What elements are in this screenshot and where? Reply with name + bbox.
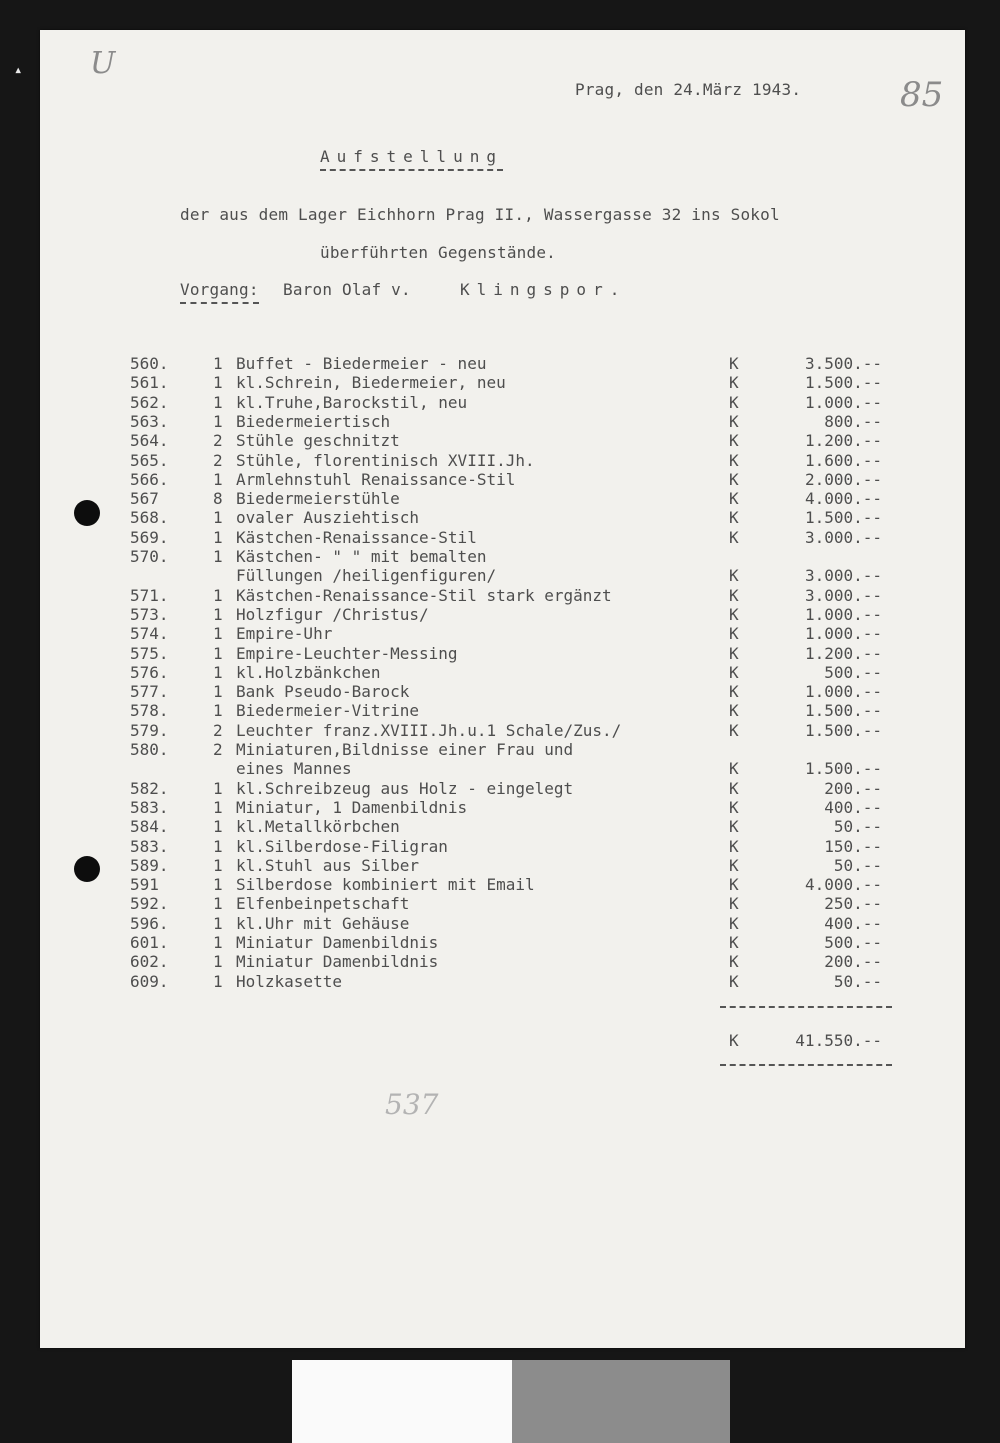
item-description: Biedermeiertisch	[236, 411, 391, 431]
corner-mark: U	[90, 46, 116, 81]
table-row	[40, 952, 965, 971]
table-row	[40, 837, 965, 856]
item-description: Stühle, florentinisch XVIII.Jh.	[236, 450, 535, 470]
item-number: 579.	[130, 720, 169, 740]
item-description: Füllungen /heiligenfiguren/	[236, 566, 497, 586]
table-row	[40, 740, 965, 759]
item-currency: K	[729, 624, 739, 644]
item-quantity: 1	[213, 933, 223, 952]
item-amount: 1.500.--	[804, 373, 882, 393]
item-quantity: 1	[213, 547, 223, 566]
item-number: 565.	[130, 450, 169, 470]
table-row	[40, 354, 965, 373]
item-currency: K	[729, 450, 739, 470]
table-row	[40, 856, 965, 875]
total-amount: 41.550.--	[795, 1031, 882, 1050]
table-row	[40, 605, 965, 624]
item-currency: K	[729, 662, 739, 682]
item-currency: K	[729, 508, 739, 528]
item-currency: K	[729, 431, 739, 451]
table-row	[40, 586, 965, 605]
item-number: 592.	[130, 894, 169, 914]
item-amount: 1.000.--	[804, 604, 882, 624]
item-currency: K	[729, 952, 739, 972]
item-currency: K	[729, 566, 739, 586]
item-quantity: 1	[213, 817, 223, 837]
item-description: Miniatur Damenbildnis	[236, 952, 439, 972]
item-description: Leuchter franz.XVIII.Jh.u.1 Schale/Zus./	[236, 720, 622, 740]
item-amount: 1.500.--	[804, 759, 882, 779]
item-number: 596.	[130, 913, 169, 933]
item-quantity: 1	[213, 373, 223, 393]
item-description: Holzfigur /Christus/	[236, 604, 429, 624]
item-quantity: 1	[213, 527, 223, 547]
item-amount: 1.200.--	[804, 643, 882, 663]
table-row	[40, 914, 965, 933]
item-description: Empire-Leuchter-Messing	[236, 643, 458, 663]
item-currency: K	[729, 759, 739, 779]
item-quantity: 2	[213, 450, 223, 470]
item-currency: K	[729, 354, 739, 373]
item-number: 573.	[130, 604, 169, 624]
item-currency: K	[729, 489, 739, 509]
total-row	[40, 1031, 965, 1050]
item-description: Elfenbeinpetschaft	[236, 894, 410, 914]
item-description: Kästchen- " " mit bemalten	[236, 547, 487, 566]
item-amount: 3.000.--	[804, 527, 882, 547]
item-amount: 1.000.--	[804, 624, 882, 644]
item-description: Bank Pseudo-Barock	[236, 682, 410, 702]
item-number: 591	[130, 875, 159, 895]
table-row	[40, 682, 965, 701]
item-amount: 150.--	[824, 836, 882, 856]
table-row	[40, 644, 965, 663]
table-row	[40, 412, 965, 431]
item-description: kl.Silberdose-Filigran	[236, 836, 448, 856]
item-quantity: 2	[213, 740, 223, 759]
punch-hole-top	[74, 500, 100, 526]
table-row	[40, 663, 965, 682]
item-quantity: 1	[213, 354, 223, 373]
item-amount: 4.000.--	[804, 875, 882, 895]
item-quantity: 1	[213, 797, 223, 817]
item-description: Buffet - Biedermeier - neu	[236, 354, 487, 373]
table-row	[40, 972, 965, 991]
item-number: 566.	[130, 469, 169, 489]
document-page	[40, 30, 965, 1348]
pencil-note: 537	[385, 1088, 439, 1121]
item-description: ovaler Ausziehtisch	[236, 508, 420, 528]
item-amount: 250.--	[824, 894, 882, 914]
item-number: 583.	[130, 797, 169, 817]
item-description: eines Mannes	[236, 759, 352, 779]
item-currency: K	[729, 894, 739, 914]
item-currency: K	[729, 836, 739, 856]
item-currency: K	[729, 720, 739, 740]
item-number: 574.	[130, 624, 169, 644]
item-number: 569.	[130, 527, 169, 547]
table-row	[40, 470, 965, 489]
table-row	[40, 393, 965, 412]
item-number: 571.	[130, 585, 169, 605]
item-amount: 3.000.--	[804, 566, 882, 586]
item-number: 576.	[130, 662, 169, 682]
item-amount: 200.--	[824, 778, 882, 798]
item-currency: K	[729, 933, 739, 952]
item-number: 609.	[130, 971, 169, 991]
date-line: Prag, den 24.März 1943.	[575, 80, 802, 99]
vorgang-label: Vorgang:	[180, 280, 259, 304]
table-row	[40, 701, 965, 720]
vorgang-value: Baron Olaf v.	[283, 280, 411, 299]
item-description: Biedermeier-Vitrine	[236, 701, 420, 721]
table-row	[40, 624, 965, 643]
vorgang-name: Klingspor.	[460, 280, 627, 299]
item-currency: K	[729, 527, 739, 547]
item-amount: 4.000.--	[804, 489, 882, 509]
item-description: kl.Schrein, Biedermeier, neu	[236, 373, 506, 393]
item-description: Miniatur, 1 Damenbildnis	[236, 797, 468, 817]
item-amount: 500.--	[824, 662, 882, 682]
table-row	[40, 547, 965, 566]
item-quantity: 1	[213, 604, 223, 624]
item-quantity: 1	[213, 643, 223, 663]
item-quantity: 1	[213, 971, 223, 991]
document-title: Aufstellung	[320, 147, 503, 171]
item-quantity: 2	[213, 431, 223, 451]
item-quantity: 8	[213, 489, 223, 509]
item-amount: 50.--	[833, 817, 882, 837]
table-row	[40, 721, 965, 740]
item-number: 561.	[130, 373, 169, 393]
item-amount: 200.--	[824, 952, 882, 972]
item-number: 575.	[130, 643, 169, 663]
item-number: 567	[130, 489, 159, 509]
table-row	[40, 933, 965, 952]
item-quantity: 1	[213, 624, 223, 644]
table-row	[40, 894, 965, 913]
item-description: Kästchen-Renaissance-Stil stark ergänzt	[236, 585, 612, 605]
item-number: 564.	[130, 431, 169, 451]
item-currency: K	[729, 797, 739, 817]
sum-rule-bottom	[720, 1064, 892, 1066]
item-description: Stühle geschnitzt	[236, 431, 400, 451]
item-amount: 3.500.--	[804, 354, 882, 373]
item-description: Empire-Uhr	[236, 624, 333, 644]
item-quantity: 1	[213, 682, 223, 702]
item-amount: 2.000.--	[804, 469, 882, 489]
item-description: Miniaturen,Bildnisse einer Frau und	[236, 740, 574, 759]
total-currency: K	[729, 1031, 739, 1050]
item-quantity: 2	[213, 720, 223, 740]
item-currency: K	[729, 585, 739, 605]
item-description: kl.Schreibzeug aus Holz - eingelegt	[236, 778, 574, 798]
item-currency: K	[729, 701, 739, 721]
item-description: kl.Uhr mit Gehäuse	[236, 913, 410, 933]
intro-line-1: der aus dem Lager Eichhorn Prag II., Wassergasse 32 ins Sokol	[180, 205, 780, 224]
table-row	[40, 798, 965, 817]
item-currency: K	[729, 373, 739, 393]
item-description: Holzkasette	[236, 971, 342, 991]
item-number: 584.	[130, 817, 169, 837]
item-amount: 1.600.--	[804, 450, 882, 470]
item-amount: 50.--	[833, 855, 882, 875]
table-row	[40, 451, 965, 470]
item-currency: K	[729, 778, 739, 798]
item-currency: K	[729, 682, 739, 702]
item-amount: 50.--	[833, 971, 882, 991]
item-description: kl.Metallkörbchen	[236, 817, 400, 837]
item-number: 580.	[130, 740, 169, 759]
table-row	[40, 759, 965, 778]
item-amount: 3.000.--	[804, 585, 882, 605]
item-number: 562.	[130, 392, 169, 412]
item-quantity: 1	[213, 836, 223, 856]
item-amount: 800.--	[824, 411, 882, 431]
folio-number: 85	[900, 75, 944, 115]
item-quantity: 1	[213, 952, 223, 972]
edge-mark-icon: ▴	[14, 62, 23, 78]
table-row	[40, 779, 965, 798]
item-number: 570.	[130, 547, 169, 566]
item-quantity: 1	[213, 585, 223, 605]
item-amount: 1.500.--	[804, 720, 882, 740]
item-amount: 400.--	[824, 913, 882, 933]
item-number: 577.	[130, 682, 169, 702]
item-description: Biedermeierstühle	[236, 489, 400, 509]
item-currency: K	[729, 643, 739, 663]
item-description: Armlehnstuhl Renaissance-Stil	[236, 469, 516, 489]
item-amount: 1.000.--	[804, 682, 882, 702]
item-quantity: 1	[213, 508, 223, 528]
sum-rule-top	[720, 1006, 892, 1008]
item-currency: K	[729, 604, 739, 624]
item-amount: 1.200.--	[804, 431, 882, 451]
table-row	[40, 528, 965, 547]
item-amount: 500.--	[824, 933, 882, 952]
item-description: kl.Stuhl aus Silber	[236, 855, 420, 875]
item-number: 582.	[130, 778, 169, 798]
item-quantity: 1	[213, 875, 223, 895]
item-currency: K	[729, 913, 739, 933]
item-currency: K	[729, 971, 739, 991]
item-currency: K	[729, 875, 739, 895]
item-quantity: 1	[213, 392, 223, 412]
item-description: Kästchen-Renaissance-Stil	[236, 527, 477, 547]
item-number: 601.	[130, 933, 169, 952]
item-description: Silberdose kombiniert mit Email	[236, 875, 535, 895]
item-currency: K	[729, 411, 739, 431]
item-currency: K	[729, 392, 739, 412]
calibration-strip-gray	[512, 1360, 730, 1443]
table-row	[40, 508, 965, 527]
calibration-strip-white	[292, 1360, 512, 1443]
item-quantity: 1	[213, 411, 223, 431]
item-number: 602.	[130, 952, 169, 972]
table-row	[40, 489, 965, 508]
item-quantity: 1	[213, 894, 223, 914]
item-amount: 1.500.--	[804, 701, 882, 721]
item-currency: K	[729, 469, 739, 489]
table-row	[40, 875, 965, 894]
item-currency: K	[729, 817, 739, 837]
intro-line-2: überführten Gegenstände.	[320, 243, 556, 262]
item-quantity: 1	[213, 469, 223, 489]
item-number: 578.	[130, 701, 169, 721]
item-number: 560.	[130, 354, 169, 373]
item-number: 563.	[130, 411, 169, 431]
table-row	[40, 431, 965, 450]
item-description: kl.Truhe,Barockstil, neu	[236, 392, 468, 412]
table-row	[40, 373, 965, 392]
item-description: kl.Holzbänkchen	[236, 662, 381, 682]
item-description: Miniatur Damenbildnis	[236, 933, 439, 952]
item-amount: 1.500.--	[804, 508, 882, 528]
item-number: 583.	[130, 836, 169, 856]
table-row	[40, 817, 965, 836]
item-amount: 400.--	[824, 797, 882, 817]
item-quantity: 1	[213, 701, 223, 721]
item-amount: 1.000.--	[804, 392, 882, 412]
table-row	[40, 566, 965, 585]
item-quantity: 1	[213, 855, 223, 875]
item-number: 589.	[130, 855, 169, 875]
item-quantity: 1	[213, 662, 223, 682]
item-quantity: 1	[213, 778, 223, 798]
punch-hole-bottom	[74, 856, 100, 882]
item-currency: K	[729, 855, 739, 875]
item-quantity: 1	[213, 913, 223, 933]
item-number: 568.	[130, 508, 169, 528]
